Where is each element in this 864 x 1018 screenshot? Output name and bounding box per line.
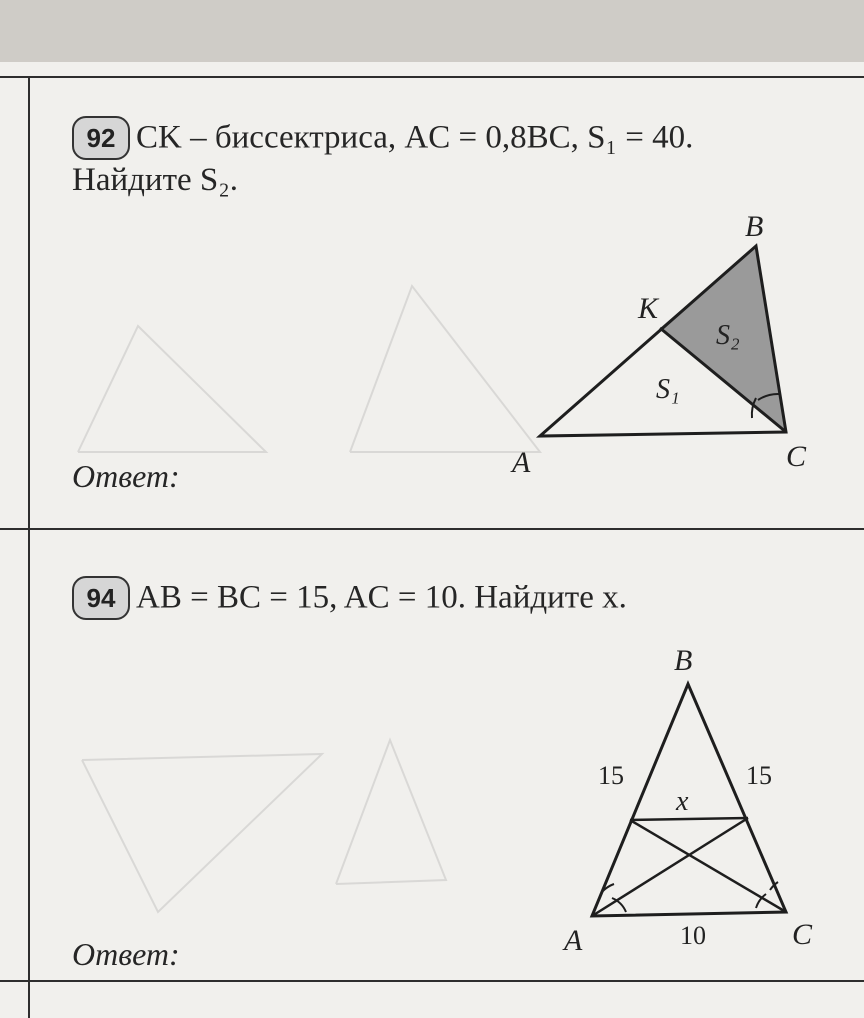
- vertex-label-b: B: [674, 644, 693, 677]
- vertex-label-b: B: [745, 210, 764, 243]
- vertex-label-a: A: [564, 924, 583, 957]
- problem-statement: CK – биссектриса, AC = 0,8BC, S₁ = 40.: [136, 119, 694, 156]
- problem-number-badge: 94: [72, 576, 130, 620]
- vertex-label-c: C: [792, 918, 813, 951]
- answer-label-94: Ответ:: [72, 936, 180, 972]
- segment-x: [630, 818, 748, 820]
- side-label-ab: 15: [598, 761, 624, 790]
- region-label-s2: S₂: [716, 320, 740, 351]
- side-label-ac: 10: [680, 921, 706, 950]
- vertex-label-k: K: [638, 292, 659, 325]
- unknown-label-x: x: [676, 786, 689, 817]
- problem-statement: AB = BC = 15, AC = 10. Найдите x.: [136, 579, 627, 616]
- problem-question: Найдите S₂.: [72, 162, 239, 198]
- vertex-label-c: C: [786, 440, 807, 473]
- region-label-s1: S₁: [656, 374, 680, 405]
- vertex-label-a: A: [512, 446, 531, 479]
- answer-label-92: Ответ:: [72, 458, 180, 494]
- side-label-bc: 15: [746, 761, 772, 790]
- bisector-from-a: [592, 818, 748, 916]
- triangle-abc: [592, 684, 786, 916]
- problem-number-badge: 92: [72, 116, 130, 160]
